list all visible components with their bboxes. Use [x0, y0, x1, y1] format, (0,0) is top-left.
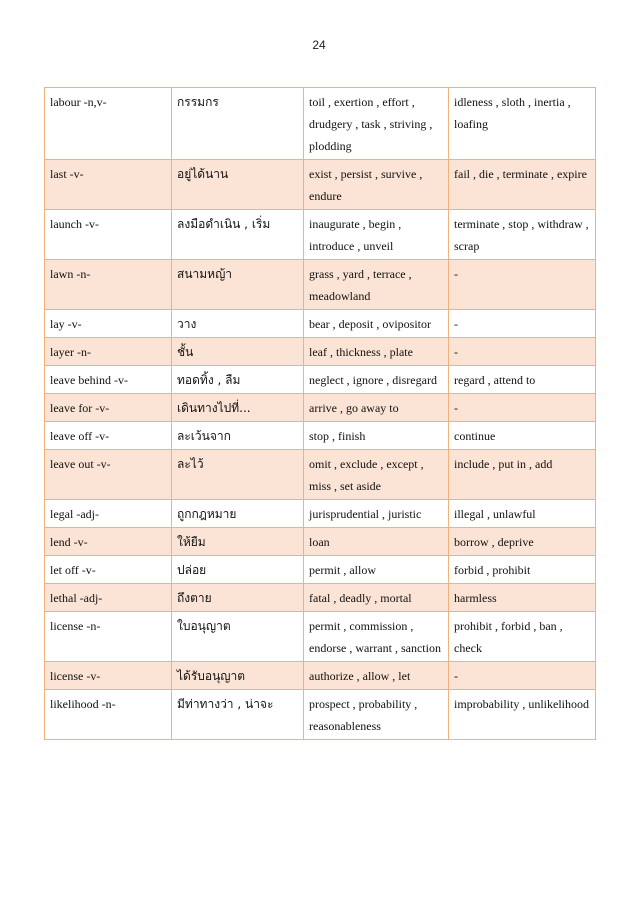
- antonyms-cell: regard , attend to: [449, 366, 596, 394]
- thai-meaning-cell: ละไว้: [172, 450, 304, 500]
- antonyms-cell: terminate , stop , withdraw , scrap: [449, 210, 596, 260]
- antonyms-cell: continue: [449, 422, 596, 450]
- table-row: [45, 310, 596, 338]
- synonyms-cell: omit , exclude , except , miss , set aside: [304, 450, 449, 500]
- table-row: [45, 210, 596, 260]
- thai-meaning-cell: ปล่อย: [172, 556, 304, 584]
- antonyms-cell: forbid , prohibit: [449, 556, 596, 584]
- synonyms-cell: fatal , deadly , mortal: [304, 584, 449, 612]
- antonyms-cell: -: [449, 310, 596, 338]
- thai-meaning-cell: ลงมือดำเนิน , เริ่ม: [172, 210, 304, 260]
- thai-meaning-cell: สนามหญ้า: [172, 260, 304, 310]
- table-row: [45, 160, 596, 210]
- word-cell: lawn -n-: [45, 260, 172, 310]
- synonyms-cell: permit , commission , endorse , warrant , sanction: [304, 612, 449, 662]
- antonyms-cell: borrow , deprive: [449, 528, 596, 556]
- antonyms-cell: -: [449, 394, 596, 422]
- table-row: [45, 88, 596, 160]
- synonyms-cell: exist , persist , survive , endure: [304, 160, 449, 210]
- word-cell: launch -v-: [45, 210, 172, 260]
- word-cell: lay -v-: [45, 310, 172, 338]
- synonyms-cell: jurisprudential , juristic: [304, 500, 449, 528]
- word-cell: license -v-: [45, 662, 172, 690]
- thai-meaning-cell: ละเว้นจาก: [172, 422, 304, 450]
- thai-meaning-cell: มีท่าทางว่า , น่าจะ: [172, 690, 304, 740]
- word-cell: layer -n-: [45, 338, 172, 366]
- synonyms-cell: toil , exertion , effort , drudgery , task , striving , plodding: [304, 88, 449, 160]
- synonyms-cell: prospect , probability , reasonableness: [304, 690, 449, 740]
- table-row: [45, 528, 596, 556]
- antonyms-cell: -: [449, 662, 596, 690]
- table-row: [45, 690, 596, 740]
- word-cell: license -n-: [45, 612, 172, 662]
- thai-meaning-cell: เดินทางไปที่...: [172, 394, 304, 422]
- word-cell: last -v-: [45, 160, 172, 210]
- thai-meaning-cell: ใบอนุญาต: [172, 612, 304, 662]
- table-row: [45, 422, 596, 450]
- synonyms-cell: permit , allow: [304, 556, 449, 584]
- synonyms-cell: grass , yard , terrace , meadowland: [304, 260, 449, 310]
- synonyms-cell: bear , deposit , ovipositor: [304, 310, 449, 338]
- antonyms-cell: -: [449, 260, 596, 310]
- synonyms-cell: authorize , allow , let: [304, 662, 449, 690]
- table-row: [45, 662, 596, 690]
- thai-meaning-cell: ถูกกฎหมาย: [172, 500, 304, 528]
- word-cell: leave behind -v-: [45, 366, 172, 394]
- thai-meaning-cell: กรรมกร: [172, 88, 304, 160]
- word-cell: leave off -v-: [45, 422, 172, 450]
- table-row: [45, 500, 596, 528]
- table-row: [45, 450, 596, 500]
- thai-meaning-cell: ให้ยืม: [172, 528, 304, 556]
- word-cell: lethal -adj-: [45, 584, 172, 612]
- word-cell: leave for -v-: [45, 394, 172, 422]
- synonyms-cell: arrive , go away to: [304, 394, 449, 422]
- table-row: [45, 612, 596, 662]
- table-row: [45, 366, 596, 394]
- word-cell: likelihood -n-: [45, 690, 172, 740]
- table-row: [45, 260, 596, 310]
- antonyms-cell: harmless: [449, 584, 596, 612]
- table-row: [45, 394, 596, 422]
- thai-meaning-cell: ชั้น: [172, 338, 304, 366]
- page-number: 24: [312, 38, 326, 52]
- antonyms-cell: prohibit , forbid , ban , check: [449, 612, 596, 662]
- synonyms-cell: leaf , thickness , plate: [304, 338, 449, 366]
- antonyms-cell: idleness , sloth , inertia , loafing: [449, 88, 596, 160]
- antonyms-cell: include , put in , add: [449, 450, 596, 500]
- table-row: [45, 338, 596, 366]
- vocabulary-table: [44, 87, 596, 740]
- thai-meaning-cell: ถึงตาย: [172, 584, 304, 612]
- thai-meaning-cell: อยู่ได้นาน: [172, 160, 304, 210]
- antonyms-cell: improbability , unlikelihood: [449, 690, 596, 740]
- thai-meaning-cell: ทอดทิ้ง , ลืม: [172, 366, 304, 394]
- word-cell: leave out -v-: [45, 450, 172, 500]
- antonyms-cell: illegal , unlawful: [449, 500, 596, 528]
- word-cell: let off -v-: [45, 556, 172, 584]
- antonyms-cell: fail , die , terminate , expire: [449, 160, 596, 210]
- synonyms-cell: neglect , ignore , disregard: [304, 366, 449, 394]
- word-cell: legal -adj-: [45, 500, 172, 528]
- thai-meaning-cell: ได้รับอนุญาต: [172, 662, 304, 690]
- word-cell: lend -v-: [45, 528, 172, 556]
- antonyms-cell: -: [449, 338, 596, 366]
- thai-meaning-cell: วาง: [172, 310, 304, 338]
- synonyms-cell: inaugurate , begin , introduce , unveil: [304, 210, 449, 260]
- table-row: [45, 556, 596, 584]
- synonyms-cell: loan: [304, 528, 449, 556]
- table-row: [45, 584, 596, 612]
- word-cell: labour -n,v-: [45, 88, 172, 160]
- synonyms-cell: stop , finish: [304, 422, 449, 450]
